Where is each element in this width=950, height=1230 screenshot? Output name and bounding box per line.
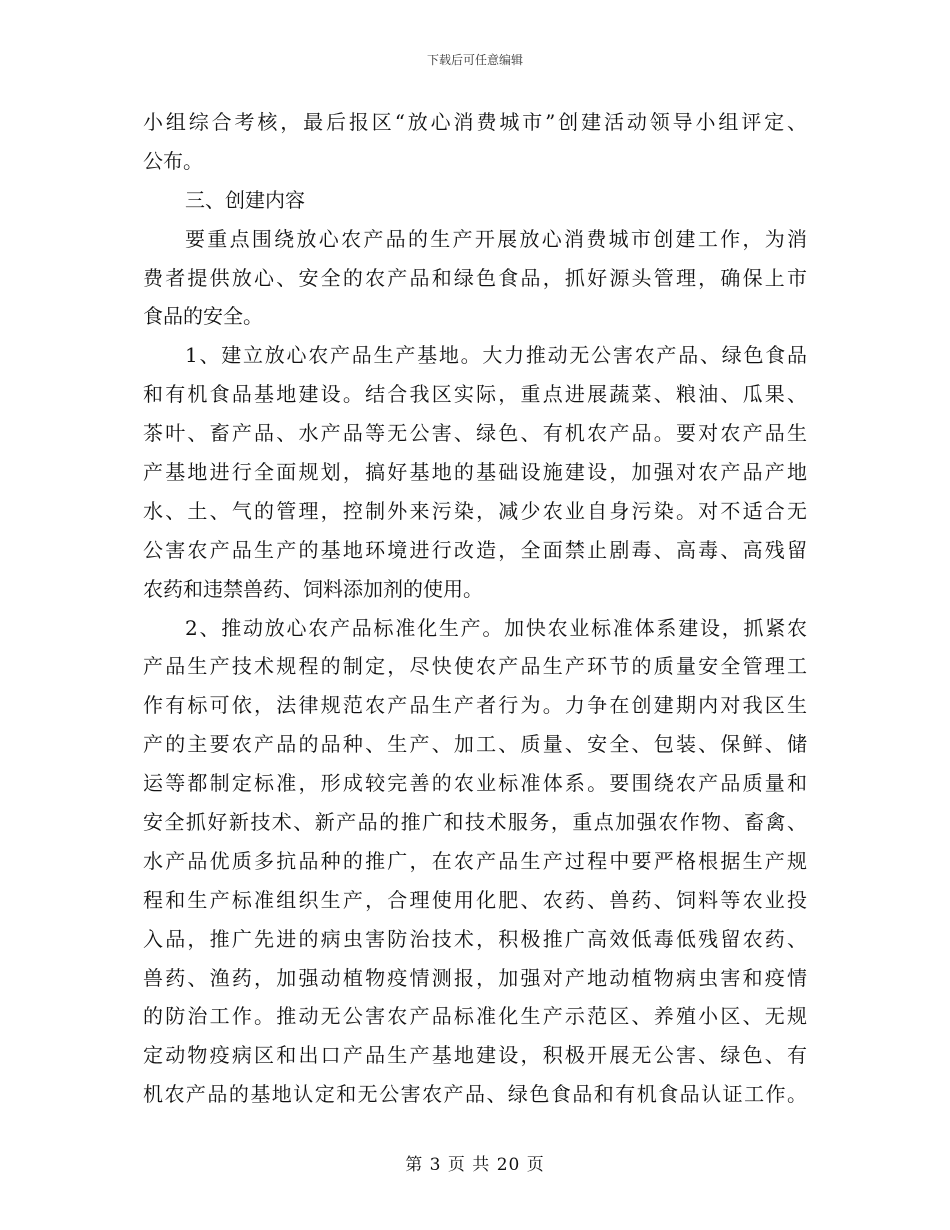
text-line: 农药和违禁兽药、饲料添加剂的使用。 <box>143 576 483 601</box>
text-line: 的防治工作。推动无公害农产品标准化生产示范区、养殖小区、无规 <box>143 1004 807 1029</box>
text-line: 定动物疫病区和出口产品生产基地建设，积极开展无公害、绿色、有 <box>143 1043 807 1068</box>
text-line: 1、建立放心农产品生产基地。大力推动无公害农产品、绿色食品 <box>185 343 807 368</box>
text-line: 产基地进行全面规划，搞好基地的基础设施建设，加强对农产品产地 <box>143 460 807 485</box>
text-line: 和有机食品基地建设。结合我区实际，重点进展蔬菜、粮油、瓜果、 <box>143 382 807 407</box>
text-line: 作有标可依，法律规范农产品生产者行为。力争在创建期内对我区生 <box>143 693 807 718</box>
text-line: 产品生产技术规程的制定，尽快使农产品生产环节的质量安全管理工 <box>143 654 807 679</box>
page-header: 下载后可任意编辑 <box>426 53 523 67</box>
text-line: 食品的安全。 <box>143 304 263 329</box>
section-heading: 三、创建内容 <box>185 187 305 212</box>
text-line: 茶叶、畜产品、水产品等无公害、绿色、有机农产品。要对农产品生 <box>143 421 807 446</box>
text-line: 入品，推广先进的病虫害防治技术，积极推广高效低毒低残留农药、 <box>143 926 807 951</box>
text-line: 公布。 <box>143 148 203 173</box>
text-line: 公害农产品生产的基地环境进行改造，全面禁止剧毒、高毒、高残留 <box>143 537 807 562</box>
body-text <box>143 103 807 1114</box>
text-line: 水产品优质多抗品种的推广，在农产品生产过程中要严格根据生产规 <box>143 848 807 873</box>
page-footer: 第 3 页 共 20 页 <box>405 1155 545 1175</box>
text-line: 2、推动放心农产品标准化生产。加快农业标准体系建设，抓紧农 <box>185 615 807 640</box>
text-line: 小组综合考核，最后报区“放心消费城市”创建活动领导小组评定、 <box>143 110 807 134</box>
text-line: 安全抓好新技术、新产品的推广和技术服务，重点加强农作物、畜禽、 <box>143 810 807 835</box>
text-line: 程和生产标准组织生产，合理使用化肥、农药、兽药、饲料等农业投 <box>143 887 807 912</box>
text-line: 兽药、渔药，加强动植物疫情测报，加强对产地动植物病虫害和疫情 <box>143 965 807 990</box>
text-line: 机农产品的基地认定和无公害农产品、绿色食品和有机食品认证工作。 <box>143 1082 807 1107</box>
text-line: 产的主要农产品的品种、生产、加工、质量、安全、包装、保鲜、储 <box>143 732 807 757</box>
text-line: 费者提供放心、安全的农产品和绿色食品，抓好源头管理，确保上市 <box>143 265 807 290</box>
text-line: 要重点围绕放心农产品的生产开展放心消费城市创建工作，为消 <box>185 226 807 251</box>
text-line: 运等都制定标准，形成较完善的农业标准体系。要围绕农产品质量和 <box>143 771 807 796</box>
text-line: 水、土、气的管理，控制外来污染，减少农业自身污染。对不适合无 <box>143 498 807 523</box>
